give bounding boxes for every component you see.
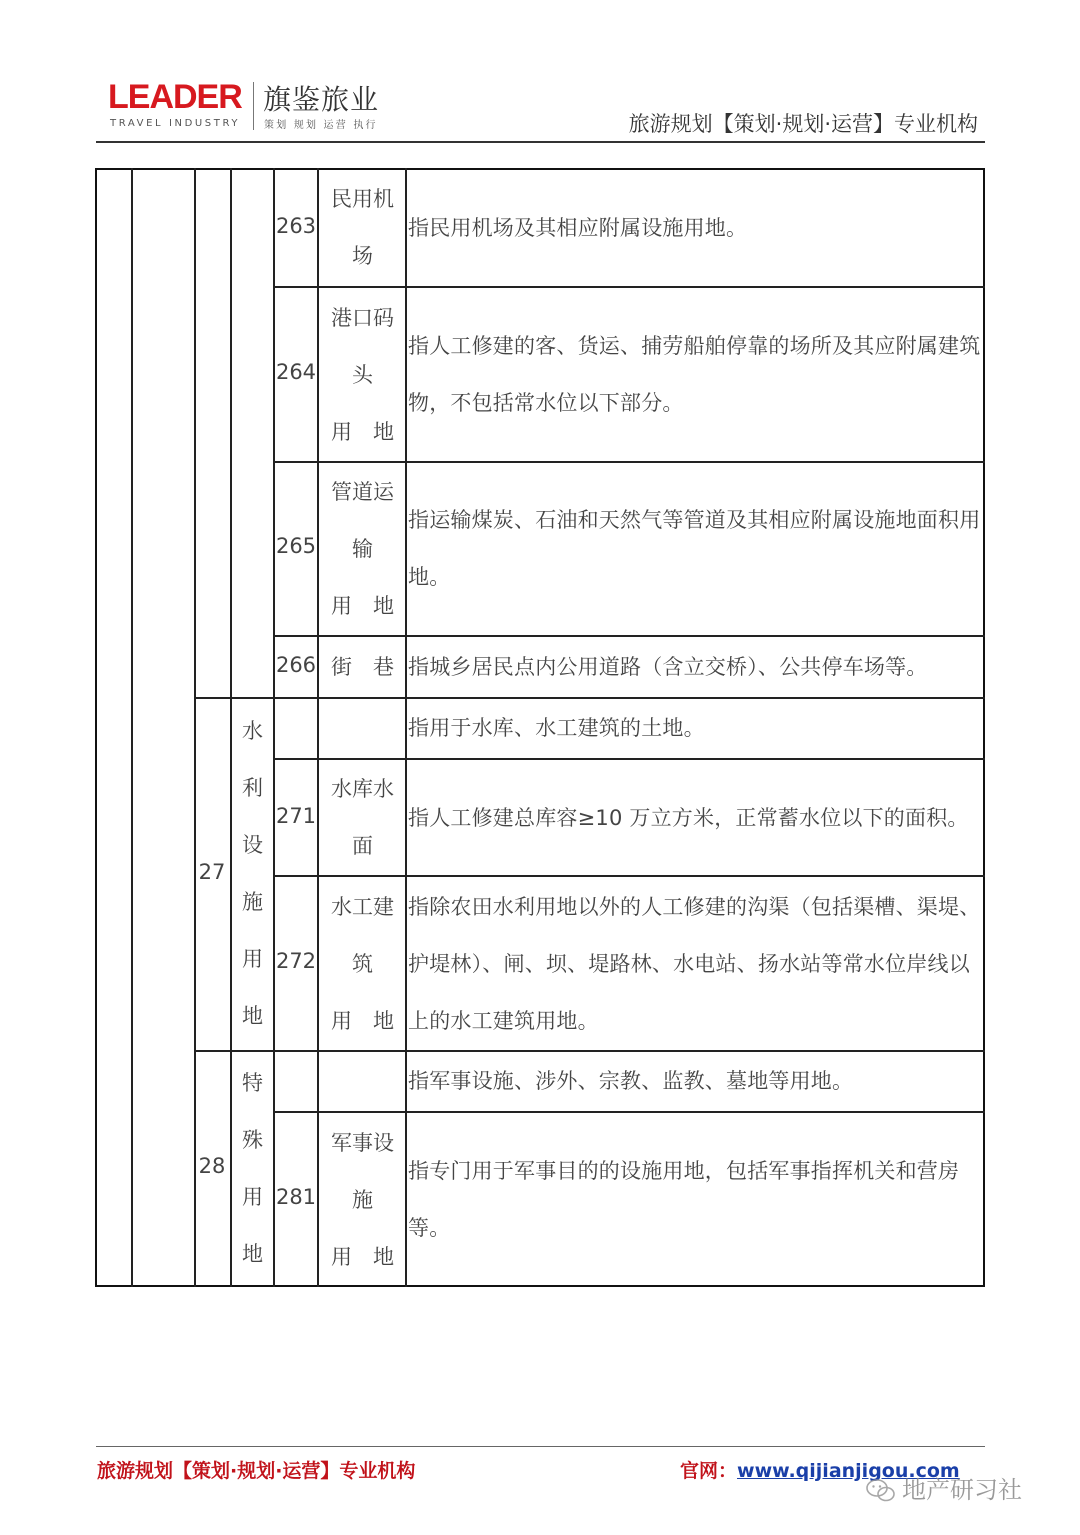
row-code: 266 [275, 653, 317, 677]
watermark-text: 地产研习社 [902, 1476, 1022, 1504]
header-slogan: 旅游规划【策划·规划·运营】专业机构 [628, 112, 978, 136]
row-description: 指城乡居民点内公用道路（含立交桥）、公共停车场等。 [408, 655, 928, 679]
category-name: 特 殊 用 地 [242, 1071, 263, 1266]
row-name: 民用机 场 [331, 187, 394, 268]
category-name: 水 利 设 施 用 地 [242, 719, 263, 1028]
table-row-line [273, 1111, 985, 1113]
logo-chinese-subtitle: 策划 规划 运营 执行 [264, 120, 378, 131]
row-description: 指人工修建的客、货运、捕劳船舶停靠的场所及其应附属建筑物，不包括常水位以下部分。 [408, 334, 981, 415]
logo-subtitle: TRAVEL INDUSTRY [110, 118, 241, 129]
row-code: 281 [275, 1185, 317, 1209]
table-column-line [273, 168, 275, 1287]
row-name: 港口码 头 用 地 [331, 306, 394, 444]
row-name: 军事设 施 用 地 [331, 1131, 394, 1269]
row-code: 265 [275, 534, 317, 558]
row-description: 指专门用于军事目的的设施用地，包括军事指挥机关和营房等。 [408, 1159, 960, 1240]
category-code: 28 [198, 1154, 226, 1178]
row-description: 指用于水库、水工建筑的土地。 [408, 716, 705, 740]
table-row-line [273, 758, 985, 760]
row-name: 水库水 面 [331, 777, 394, 858]
table-column-line [194, 168, 196, 1287]
row-name: 水工建 筑 用 地 [331, 895, 394, 1033]
row-description: 指军事设施、涉外、宗教、监教、墓地等用地。 [408, 1069, 854, 1093]
category-code: 27 [198, 860, 226, 884]
row-code: 271 [275, 804, 317, 828]
table-row-line [273, 635, 985, 637]
table-row-line [194, 697, 985, 699]
website-link[interactable]: www.qijianjigou.com [737, 1460, 960, 1482]
wechat-icon [866, 1478, 896, 1504]
logo-divider [253, 82, 254, 130]
website-label: 官网： [680, 1460, 738, 1482]
row-description: 指除农田水利用地以外的人工修建的沟渠（包括渠槽、渠堤、护堤林）、闸、坝、堤路林、水电站、扬水站等常水位岸线以上的水工建筑用地。 [408, 895, 981, 1033]
logo-wordmark: LEADER [108, 78, 242, 116]
row-code: 272 [275, 949, 317, 973]
table-row-line [273, 875, 985, 877]
table-row-line [194, 1050, 985, 1052]
footer-slogan: 旅游规划【策划·规划·运营】专业机构 [97, 1460, 416, 1482]
footer-divider [96, 1446, 985, 1447]
logo-chinese-name: 旗鉴旅业 [263, 83, 380, 116]
row-description: 指民用机场及其相应附属设施用地。 [408, 216, 748, 240]
row-description: 指运输煤炭、石油和天然气等管道及其相应附属设施地面积用地。 [408, 508, 981, 589]
table-row-line [273, 286, 985, 288]
row-name: 管道运 输 用 地 [331, 480, 394, 618]
row-code: 263 [275, 214, 317, 238]
row-name: 街 巷 [331, 655, 394, 679]
table-column-line [131, 168, 133, 1287]
row-description: 指人工修建总库容≥10 万立方米，正常蓄水位以下的面积。 [408, 806, 969, 830]
header-divider [96, 141, 985, 143]
wechat-watermark [866, 1470, 1022, 1505]
table-row-line [273, 461, 985, 463]
row-code: 264 [275, 360, 317, 384]
